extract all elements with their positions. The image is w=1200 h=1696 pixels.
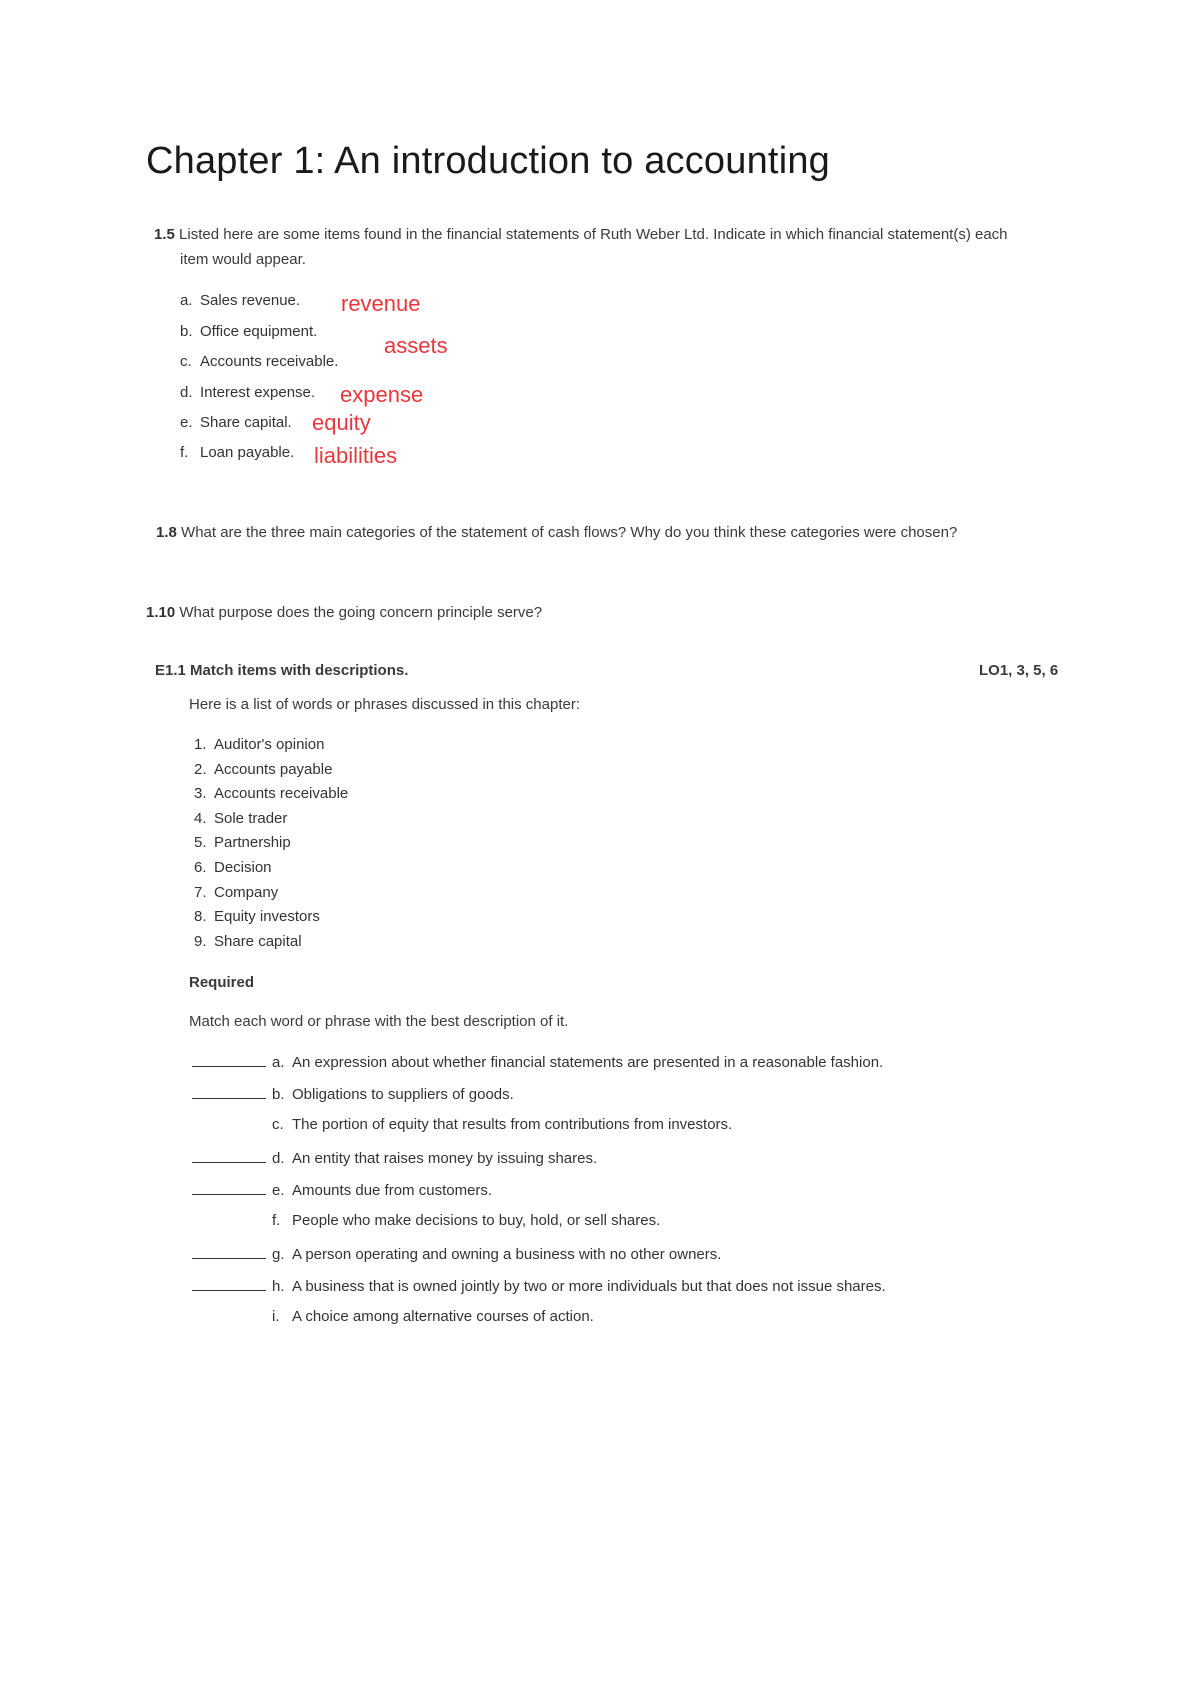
list-item: e. Share capital. [180, 414, 292, 431]
exercise-intro: Here is a list of words or phrases discussed in this chapter: [189, 696, 581, 713]
learning-objectives: LO1, 3, 5, 6 [979, 662, 1059, 679]
description-row: a. An expression about whether financial statements are presented in a reasonable fashion. [192, 1052, 883, 1071]
description-row: e. Amounts due from customers. [192, 1180, 492, 1199]
description-row: d. An entity that raises money by issuing shares. [192, 1148, 597, 1167]
handwritten-answer: expense [340, 382, 424, 407]
list-item: 1. Auditor's opinion [194, 736, 325, 753]
answer-blank[interactable] [192, 1084, 266, 1099]
page-title: Chapter 1: An introduction to accounting [146, 140, 831, 182]
handwritten-answer: equity [312, 410, 371, 435]
description-row: i. A choice among alternative courses of action. [272, 1308, 594, 1325]
description-row: b. Obligations to suppliers of goods. [192, 1084, 514, 1103]
list-item: 6. Decision [194, 859, 272, 876]
question-1-8 [156, 521, 957, 545]
answer-blank[interactable] [192, 1148, 266, 1163]
answer-blank[interactable] [192, 1052, 266, 1067]
list-item: 8. Equity investors [194, 908, 320, 925]
list-item: 7. Company [194, 884, 279, 901]
question-1-5-line2: item would appear. [180, 251, 306, 268]
handwritten-answer: liabilities [314, 443, 398, 468]
list-item: b. Office equipment. [180, 323, 318, 340]
description-row: f. People who make decisions to buy, hold, or sell shares. [272, 1212, 661, 1229]
list-item: 5. Partnership [194, 834, 291, 851]
exercise-heading: E1.1 Match items with descriptions. [155, 662, 409, 679]
description-row: g. A person operating and owning a business with no other owners. [192, 1244, 721, 1263]
list-item: 3. Accounts receivable [194, 785, 349, 802]
question-text: What are the three main categories of the statement of cash flows? Why do you think these categories were chosen? [181, 524, 958, 541]
list-item: 9. Share capital [194, 933, 302, 950]
answer-blank[interactable] [192, 1276, 266, 1291]
exercise-instruction: Match each word or phrase with the best description of it. [189, 1013, 569, 1030]
question-number: 1.8 [156, 524, 177, 541]
answer-blank[interactable] [192, 1180, 266, 1195]
question-text: What purpose does the going concern principle serve? [179, 604, 543, 621]
answer-blank[interactable] [192, 1244, 266, 1259]
question-1-5-line1 [154, 223, 1008, 247]
description-row: c. The portion of equity that results from contributions from investors. [272, 1116, 733, 1133]
question-number: 1.5 [154, 226, 175, 243]
question-text: Listed here are some items found in the financial statements of Ruth Weber Ltd. Indicate in which financial statement(s) each [179, 226, 1008, 243]
list-item: a. Sales revenue. [180, 292, 301, 309]
list-item: c. Accounts receivable. [180, 353, 339, 370]
list-item: f. Loan payable. [180, 444, 295, 461]
list-item: 4. Sole trader [194, 810, 288, 827]
question-1-10 [146, 601, 542, 625]
handwritten-answer: assets [384, 333, 448, 358]
question-number: 1.10 [146, 604, 176, 621]
handwritten-answer: revenue [341, 291, 421, 316]
description-row: h. A business that is owned jointly by two or more individuals but that does not issue shares. [192, 1276, 886, 1295]
required-label: Required [189, 974, 255, 991]
list-item: d. Interest expense. [180, 384, 316, 401]
list-item: 2. Accounts payable [194, 761, 333, 778]
